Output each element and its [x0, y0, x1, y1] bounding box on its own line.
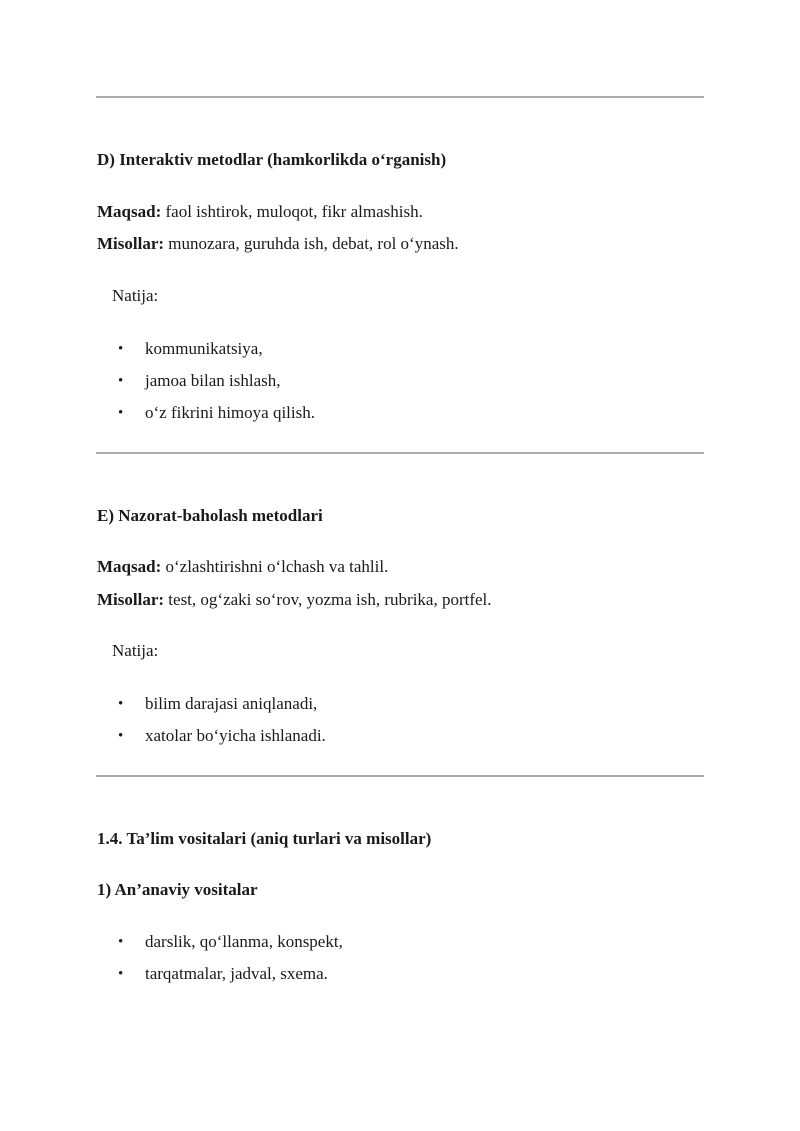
divider-top	[96, 96, 704, 98]
section-d-misollar	[97, 233, 459, 255]
bullet-glyph: •	[118, 934, 124, 950]
section-e-misollar	[97, 589, 492, 611]
bullet-glyph: •	[118, 373, 124, 389]
misollar-text: test, og‘zaki so‘rov, yozma ish, rubrika, portfel.	[164, 590, 492, 609]
bullet-glyph: •	[118, 966, 124, 982]
list-item: tarqatmalar, jadval, sxema.	[145, 964, 328, 983]
maqsad-label: Maqsad:	[97, 557, 162, 576]
section-e-heading: E) Nazorat-baholash metodlari	[97, 506, 323, 525]
bullet-glyph: •	[118, 405, 124, 421]
section-14-subheading: 1) An’anaviy vositalar	[97, 880, 258, 899]
bullet-glyph: •	[118, 341, 124, 357]
list-item: o‘z fikrini himoya qilish.	[145, 403, 315, 422]
list-item: jamoa bilan ishlash,	[145, 371, 281, 390]
divider-d-e	[96, 452, 704, 454]
list-item: xatolar bo‘yicha ishlanadi.	[145, 726, 326, 745]
list-item: darslik, qo‘llanma, konspekt,	[145, 932, 343, 951]
list-item: kommunikatsiya,	[145, 339, 263, 358]
bullet-glyph: •	[118, 728, 124, 744]
section-e-natija-label: Natija:	[112, 641, 159, 660]
misollar-text: munozara, guruhda ish, debat, rol o‘ynash.	[164, 234, 459, 253]
maqsad-label: Maqsad:	[97, 202, 162, 221]
section-d-natija-label: Natija:	[112, 286, 159, 305]
section-d-maqsad	[97, 201, 423, 223]
divider-e-14	[96, 775, 704, 777]
maqsad-text: faol ishtirok, muloqot, fikr almashish.	[161, 202, 423, 221]
misollar-label: Misollar:	[97, 590, 165, 609]
maqsad-text: o‘zlashtirishni o‘lchash va tahlil.	[161, 557, 389, 576]
section-14-heading: 1.4. Ta’lim vositalari (aniq turlari va misollar)	[97, 829, 432, 848]
bullet-glyph: •	[118, 696, 124, 712]
misollar-label: Misollar:	[97, 234, 165, 253]
section-d-heading: D) Interaktiv metodlar (hamkorlikda o‘rganish)	[97, 150, 447, 169]
list-item: bilim darajasi aniqlanadi,	[145, 694, 318, 713]
section-e-maqsad	[97, 556, 388, 578]
